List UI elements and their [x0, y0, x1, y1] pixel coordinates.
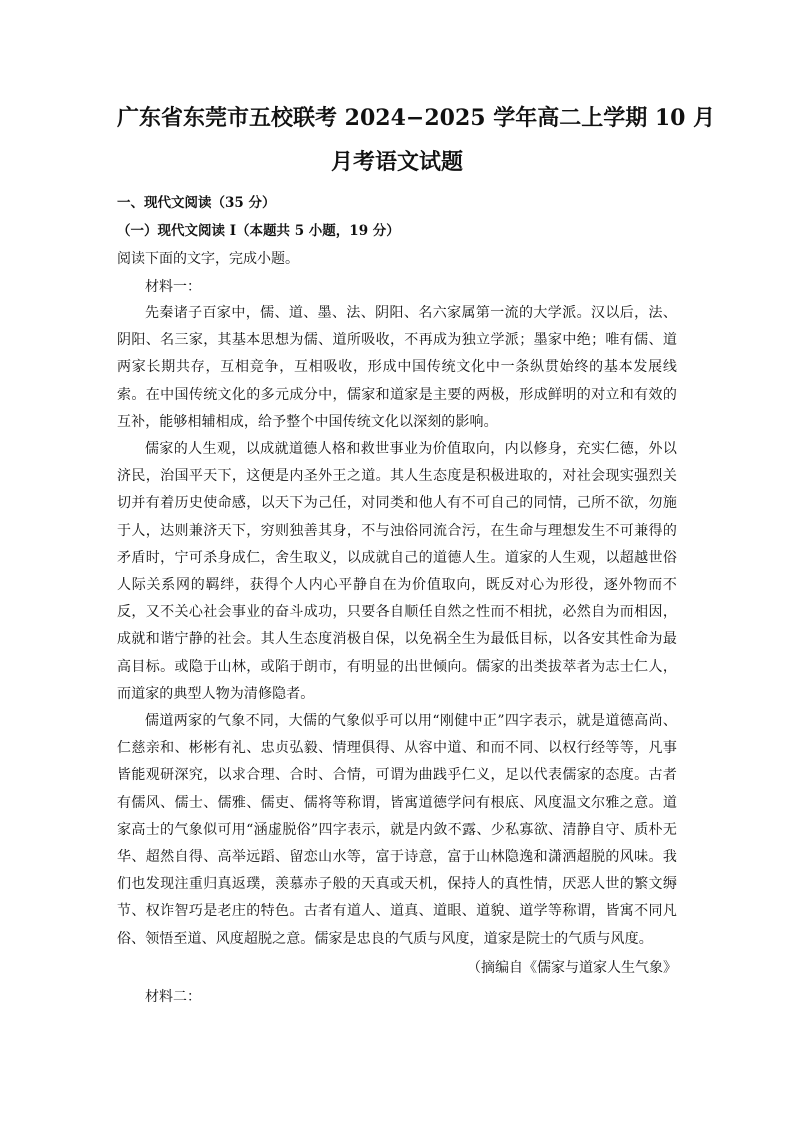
section-heading-modern-reading: 一、现代文阅读（35 分） [117, 195, 276, 211]
material-2-label: 材料二： [145, 988, 201, 1005]
material-1-paragraph: 儒家的人生观，以成就道德人格和救世事业为价值取向，内以修身，充实仁德，外以济民，治国平天下，这便是内圣外王之道。其人生态度是积极进取的，对社会现实强烈关切并有着历史使命感，以天下为己任，对同类和他人有不可自己的同情，己所不欲，勿施于人，达则兼济天下，穷则独善其身，不与浊俗同流合污，在生命与理想发生不可兼得的矛盾时，宁可杀身成仁，舍生取义，以成就自己的道德人生。道家的人生观，以超越世俗人际关系网的羁绊，获得个人内心平静自在为价值取向，既反对心为形役，逐外物而不反，又不关心社会事业的奋斗成功，只要各自顺任自然之性而不相扰，必然自为而相因，成就和谐宁静的社会。其人生态度消极自保，以免祸全生为最低目标，以各安其性命为最高目标。或隐于山林，或陷于朗市，有明显的出世倾向。儒家的出类拔萃者为志士仁人，而道家的典型人物为清修隐者。 [117, 441, 677, 702]
material-1-paragraph: 儒道两家的气象不同，大儒的气象似乎可以用“刚健中正”四字表示，就是道德高尚、仁慈亲和、彬彬有礼、忠贞弘毅、情理俱得、从容中道、和而不同、以权行经等等，凡事皆能观研深究，以求合理、合时、合情，可谓为曲践乎仁义，足以代表儒家的态度。古者有儒风、儒士、儒雅、儒吏、儒将等称谓，皆寓道德学问有根底、风度温文尔雅之意。道家高士的气象似可用“涵虚脱俗”四字表示，就是内敛不露、少私寡欲、清静自守、质朴无华、超然自得、高举远蹈、留恋山水等，富于诗意，富于山林隐逸和潇洒超脱的风味。我们也发现注重归真返璞，羡慕赤子般的天真或天机，保持人的真性情，厌恶人世的繁文缛节、权诈智巧是老庄的特色。古者有道人、道真、道眼、道貌、道学等称谓，皆寓不同凡俗、领悟至道、风度超脱之意。儒家是忠良的气质与风度，道家是院士的气质与风度。 [117, 713, 677, 947]
material-1-paragraph: 先秦诸子百家中，儒、道、墨、法、阴阳、名六家属第一流的大学派。汉以后，法、阴阳、名三家，其基本思想为儒、道所吸收，不再成为独立学派；墨家中绝；唯有儒、道两家长期共存，互相竞争，互相吸收，形成中国传统文化中一条纵贯始终的基本发展线索。在中国传统文化的多元成分中，儒家和道家是主要的两极，形成鲜明的对立和有效的互补，能够相辅相成，给予整个中国传统文化以深刻的影响。 [117, 305, 677, 430]
exam-title-line-1: 广东省东莞市五校联考 2024−2025 学年高二上学期 10 月 [117, 105, 716, 131]
reading-instruction: 阅读下面的文字，完成小题。 [117, 251, 299, 267]
material-1-label: 材料一： [145, 279, 201, 295]
material-1-source: （摘编自《儒家与道家人生气象》 [467, 959, 677, 976]
exam-title-line-2: 月考语文试题 [330, 149, 463, 175]
exam-title [117, 96, 716, 184]
subsection-heading-reading-1: （一）现代文阅读 I（本题共 5 小题，19 分） [117, 223, 400, 239]
